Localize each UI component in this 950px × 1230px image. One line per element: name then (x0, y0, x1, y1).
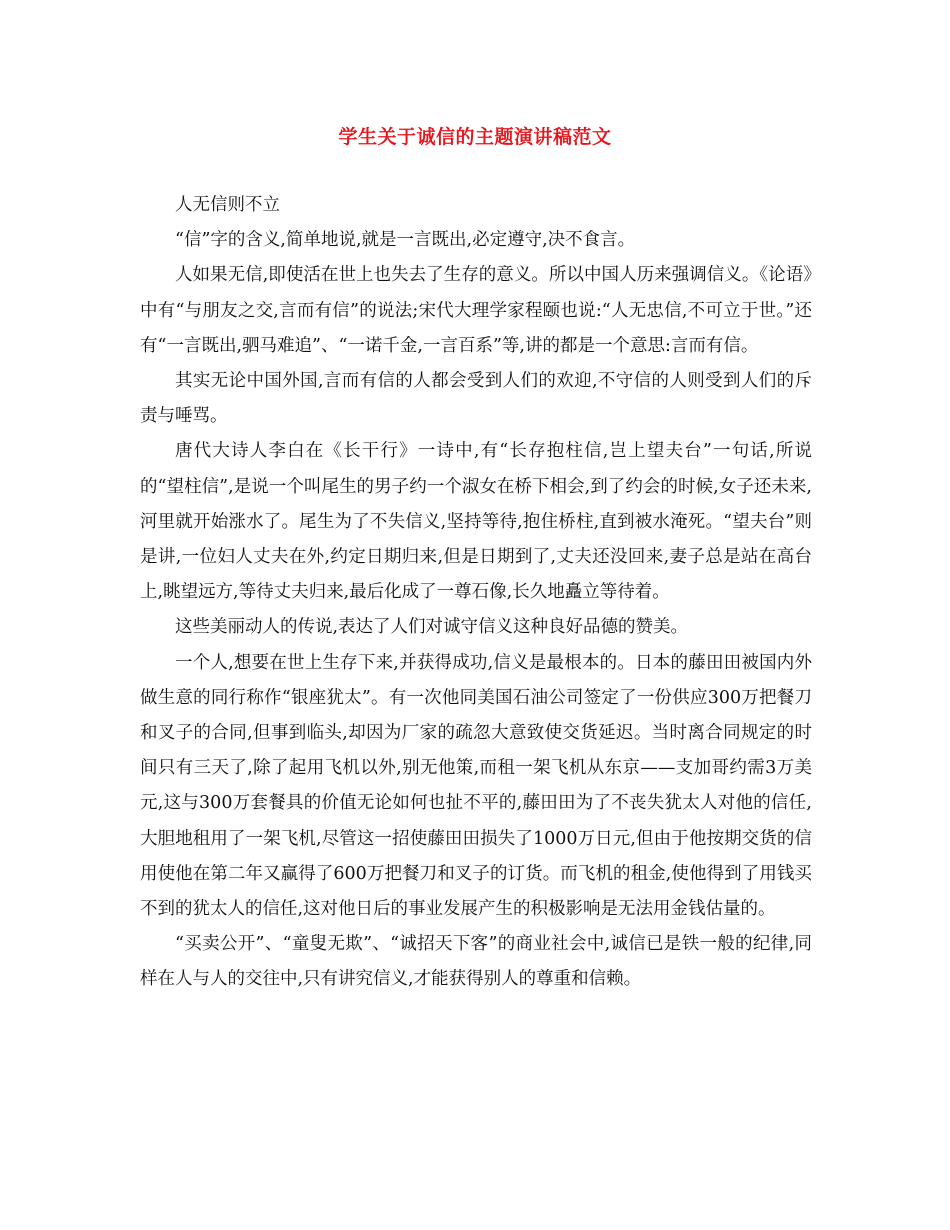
document-body (140, 188, 812, 998)
paragraph: 这些美丽动人的传说,表达了人们对诚守信义这种良好品德的赞美。 (175, 617, 689, 638)
paragraph: 一个人,想要在世上生存下来,并获得成功,信义是最根本的。日本的藤田田被国内外做生意的同行称作“银座犹太”。有一次他同美国石油公司签定了一份供应300万把餐刀和叉子的合同,但事到临头,却因为厂家的疏忽大意致使交货延迟。当时离合同规定的时间只有三天了,除了起用飞机以外,别无他策,而租一架飞机从东京——支加哥约需3万美元,这与300万套餐具的价值无论如何也扯不平的,藤田田为了不丧失犹太人对他的信任,大胆地租用了一架飞机,尽管这一招使藤田田损失了1000万日元,但由于他按期交货的信用使他在第二年又赢得了600万把餐刀和叉子的订货。而飞机的租金,使他得到了用钱买不到的犹太人的信任,这对他日后的事业发展产生的积极影响是无法用金钱估量的。 (140, 652, 812, 920)
paragraph: 唐代大诗人李白在《长干行》一诗中,有“长存抱柱信,岂上望夫台”一句话,所说的“望柱信”,是说一个叫尾生的男子约一个淑女在桥下相会,到了约会的时候,女子还未来,河里就开始涨水了。尾生为了不失信义,坚持等待,抱住桥柱,直到被水淹死。“望夫台”则是讲,一位妇人丈夫在外,约定日期归来,但是日期到了,丈夫还没回来,妻子总是站在高台上,眺望远方,等待丈夫归来,最后化成了一尊石像,长久地矗立等待着。 (140, 441, 812, 603)
paragraph: 人如果无信,即使活在世上也失去了生存的意义。所以中国人历来强调信义。《论语》中有“与朋友之交,言而有信”的说法;宋代大理学家程颐也说:“人无忠信,不可立于世。”还有“一言既出,驷马难追”、“一诺千金,一言百系”等,讲的都是一个意思:言而有信。 (140, 265, 812, 356)
document-title: 学生关于诚信的主题演讲稿范文 (338, 126, 612, 148)
paragraph: “买卖公开”、“童叟无欺”、“诚招天下客”的商业社会中,诚信已是铁一般的纪律,同样在人与人的交往中,只有讲究信义,才能获得别人的尊重和信赖。 (140, 934, 812, 990)
paragraph: “信”字的含义,简单地说,就是一言既出,必定遵守,决不食言。 (175, 230, 636, 251)
paragraph: 其实无论中国外国,言而有信的人都会受到人们的欢迎,不守信的人则受到人们的斥责与唾骂。 (140, 371, 812, 427)
paragraph-subtitle: 人无信则不立 (175, 195, 280, 215)
